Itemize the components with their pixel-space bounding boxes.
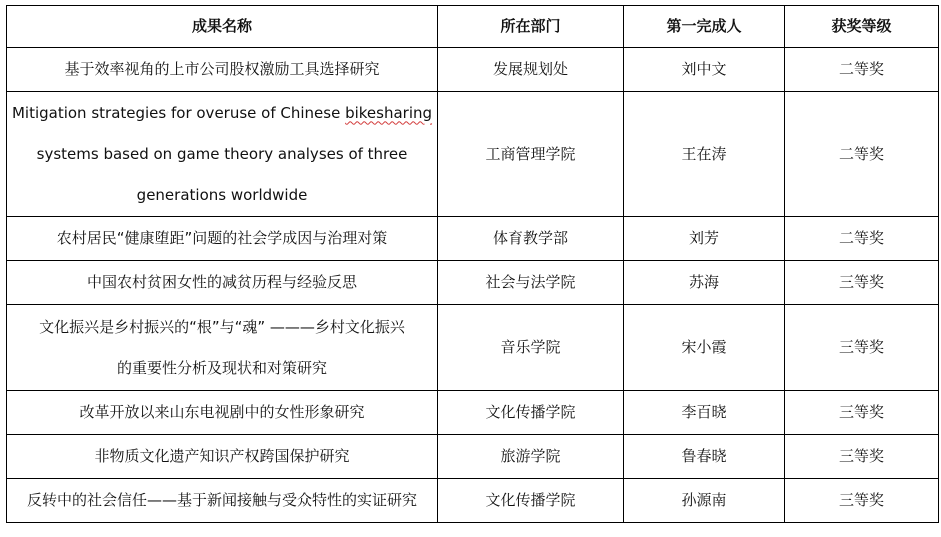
award-level: 二等奖 (785, 92, 939, 217)
award-level: 三等奖 (785, 479, 939, 523)
header-person: 第一完成人 (624, 6, 785, 48)
table-row (7, 217, 939, 261)
table-row (7, 391, 939, 435)
first-author: 王在涛 (624, 92, 785, 217)
table-row (7, 92, 939, 217)
awards-table (6, 5, 939, 523)
achievement-name (7, 92, 438, 217)
name-line: 文化振兴是乡村振兴的“根”与“魂” ———乡村文化振兴 (39, 317, 405, 336)
award-level: 二等奖 (785, 48, 939, 92)
name-line: systems based on game theory analyses of three (36, 144, 408, 163)
first-author: 宋小霞 (624, 305, 785, 391)
department: 旅游学院 (438, 435, 624, 479)
department: 体育教学部 (438, 217, 624, 261)
department: 音乐学院 (438, 305, 624, 391)
award-level: 二等奖 (785, 217, 939, 261)
name-line: 的重要性分析及现状和对策研究 (116, 358, 327, 377)
first-author: 刘芳 (624, 217, 785, 261)
first-author: 苏海 (624, 261, 785, 305)
table-row (7, 48, 939, 92)
table-row (7, 305, 939, 391)
department: 发展规划处 (438, 48, 624, 92)
first-author: 鲁春晓 (624, 435, 785, 479)
achievement-name: 基于效率视角的上市公司股权激励工具选择研究 (7, 48, 438, 92)
header-row (7, 6, 939, 48)
achievement-name: 中国农村贫困女性的减贫历程与经验反思 (7, 261, 438, 305)
table-row (7, 261, 939, 305)
table-row (7, 435, 939, 479)
first-author: 刘中文 (624, 48, 785, 92)
first-author: 李百晓 (624, 391, 785, 435)
spellcheck-marked-word: bikesharing (345, 103, 433, 122)
award-level: 三等奖 (785, 391, 939, 435)
department: 文化传播学院 (438, 479, 624, 523)
header-dept: 所在部门 (438, 6, 624, 48)
award-level: 三等奖 (785, 435, 939, 479)
achievement-name: 改革开放以来山东电视剧中的女性形象研究 (7, 391, 438, 435)
achievement-name: 非物质文化遗产知识产权跨国保护研究 (7, 435, 438, 479)
table-row (7, 479, 939, 523)
header-name: 成果名称 (7, 6, 438, 48)
header-level: 获奖等级 (785, 6, 939, 48)
achievement-name: 反转中的社会信任——基于新闻接触与受众特性的实证研究 (7, 479, 438, 523)
department: 文化传播学院 (438, 391, 624, 435)
achievement-name: 农村居民“健康堕距”问题的社会学成因与治理对策 (7, 217, 438, 261)
first-author: 孙源南 (624, 479, 785, 523)
award-level: 三等奖 (785, 261, 939, 305)
department: 工商管理学院 (438, 92, 624, 217)
department: 社会与法学院 (438, 261, 624, 305)
award-level: 三等奖 (785, 305, 939, 391)
achievement-name (7, 305, 438, 391)
name-line: generations worldwide (136, 185, 308, 204)
name-line: Mitigation strategies for overuse of Chinese bikesharing (11, 103, 433, 122)
